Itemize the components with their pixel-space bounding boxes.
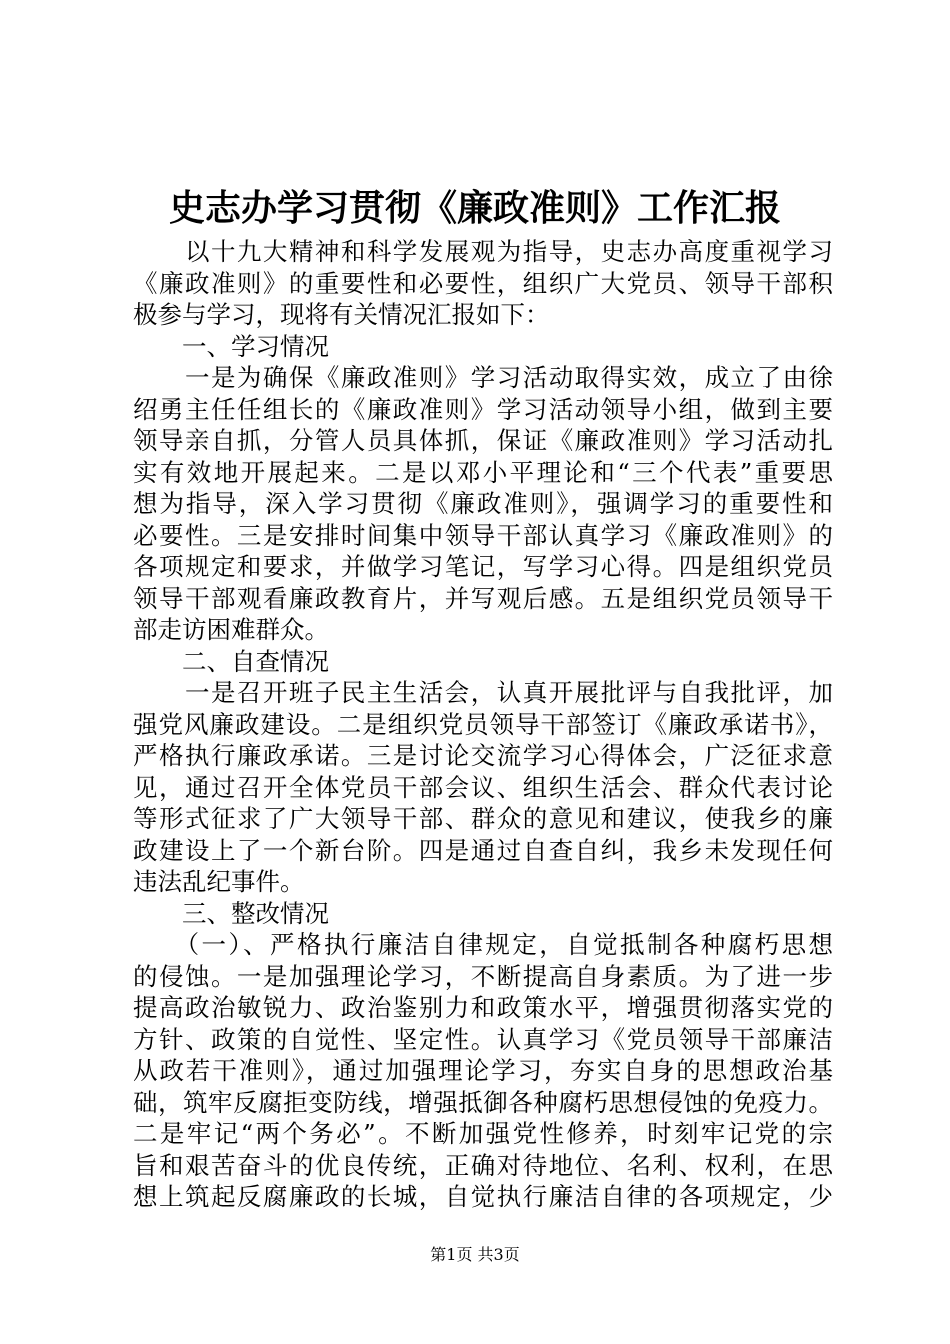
body-line: 各项规定和要求，并做学习笔记，写学习心得。四是组织党员	[133, 552, 833, 581]
body-line: 等形式征求了广大领导干部、群众的意见和建议，使我乡的廉	[133, 804, 833, 833]
body-line: 严格执行廉政承诺。三是讨论交流学习心得体会，广泛征求意	[133, 741, 833, 770]
body-line: 部走访困难群众。	[133, 615, 329, 644]
body-line: 三、整改情况	[133, 898, 329, 928]
body-line: 想上筑起反腐廉政的长城，自觉执行廉洁自律的各项规定，少	[133, 1182, 833, 1211]
document-body	[133, 236, 833, 1213]
body-line: 以十九大精神和科学发展观为指导，史志办高度重视学习	[133, 237, 833, 266]
body-line: 想为指导，深入学习贯彻《廉政准则》，强调学习的重要性和	[133, 489, 833, 518]
body-line: 二是牢记“两个务必”。不断加强党性修养，时刻牢记党的宗	[133, 1119, 833, 1148]
body-line: 从政若干准则》，通过加强理论学习，夯实自身的思想政治基	[133, 1056, 833, 1085]
document-title: 史志办学习贯彻《廉政准则》工作汇报	[168, 187, 781, 229]
body-line: 础，筑牢反腐拒变防线，增强抵御各种腐朽思想侵蚀的免疫力。	[133, 1087, 833, 1117]
body-line: 必要性。三是安排时间集中领导干部认真学习《廉政准则》的	[133, 520, 833, 550]
body-line: 强党风廉政建设。二是组织党员领导干部签订《廉政承诺书》，	[133, 709, 833, 739]
body-line: 见，通过召开全体党员干部会议、组织生活会、群众代表讨论	[133, 772, 833, 802]
body-line: 极参与学习，现将有关情况汇报如下：	[133, 300, 550, 329]
body-line: （一）、严格执行廉洁自律规定，自觉抵制各种腐朽思想	[133, 930, 833, 959]
body-line: 二、自查情况	[133, 646, 329, 676]
body-line: 一、学习情况	[133, 331, 329, 361]
body-line: 方针、政策的自觉性、坚定性。认真学习《党员领导干部廉洁	[133, 1024, 833, 1054]
body-line: 违法乱纪事件。	[133, 867, 305, 896]
body-line: 的侵蚀。一是加强理论学习，不断提高自身素质。为了进一步	[133, 961, 833, 991]
page-footer: 第1页 共3页	[430, 1245, 520, 1264]
body-line: 《廉政准则》的重要性和必要性，组织广大党员、领导干部积	[133, 268, 833, 298]
body-line: 实有效地开展起来。二是以邓小平理论和“三个代表”重要思	[133, 457, 833, 487]
body-line: 旨和艰苦奋斗的优良传统，正确对待地位、名利、权利，在思	[133, 1150, 833, 1180]
body-line: 一是召开班子民主生活会，认真开展批评与自我批评，加	[133, 678, 833, 707]
body-line: 一是为确保《廉政准则》学习活动取得实效，成立了由徐	[133, 363, 833, 392]
body-line: 提高政治敏锐力、政治鉴别力和政策水平，增强贯彻落实党的	[133, 993, 833, 1022]
body-line: 政建设上了一个新台阶。四是通过自查自纠，我乡未发现任何	[133, 835, 833, 865]
body-line: 绍勇主任任组长的《廉政准则》学习活动领导小组，做到主要	[133, 394, 833, 424]
body-line: 领导干部观看廉政教育片，并写观后感。五是组织党员领导干	[133, 583, 833, 613]
body-line: 领导亲自抓，分管人员具体抓，保证《廉政准则》学习活动扎	[133, 426, 833, 455]
